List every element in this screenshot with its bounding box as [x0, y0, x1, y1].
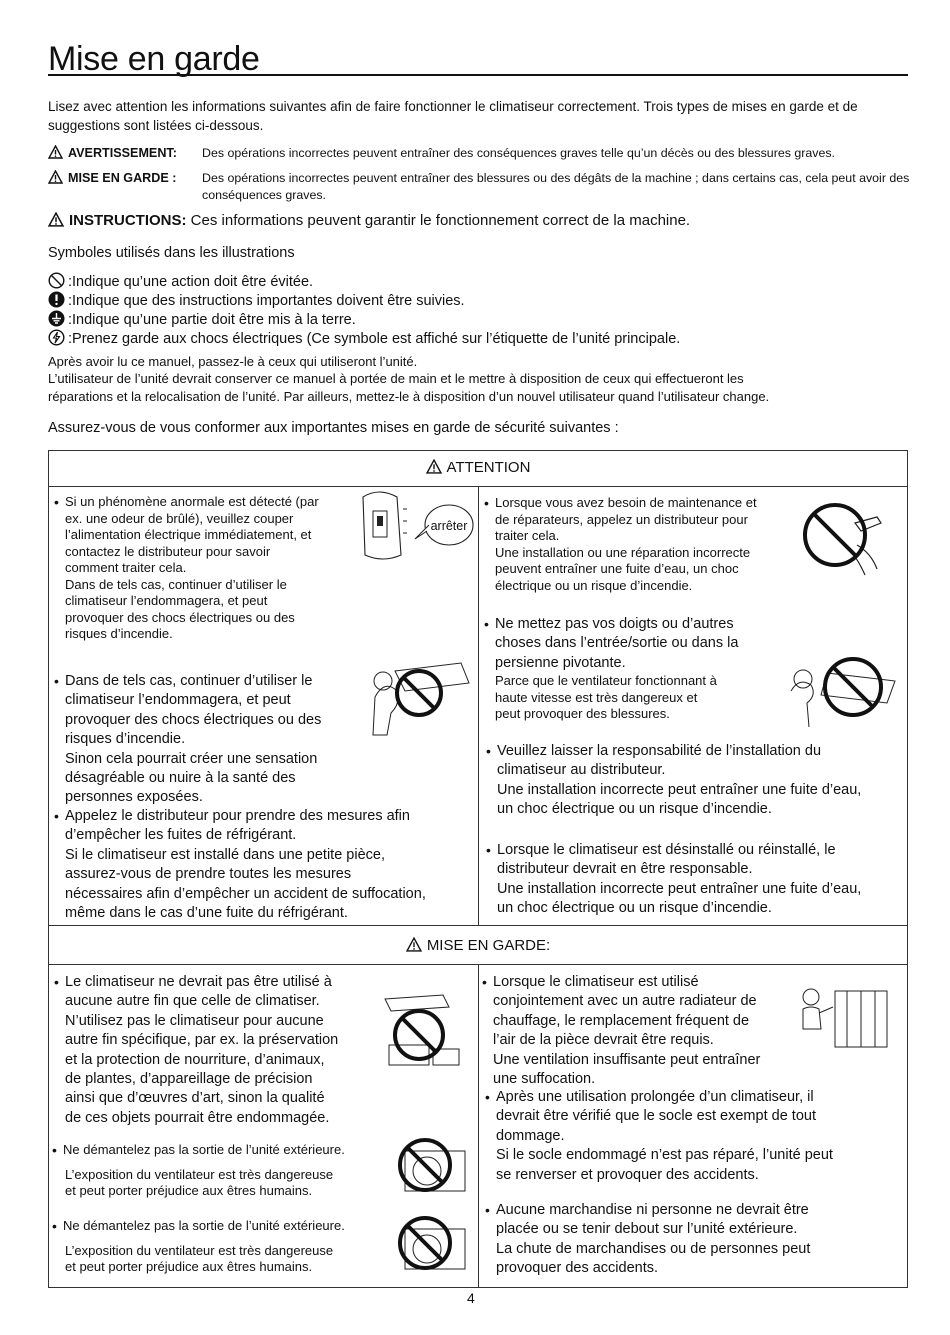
mise-en-garde-header: MISE EN GARDE: — [49, 937, 907, 954]
stop-bubble-text: arrêter — [430, 519, 468, 533]
symbol-row-mandatory: :Indique que des instructions importantes doivent être suivies. — [48, 291, 465, 309]
caution-level-row — [48, 170, 948, 206]
symbol-row-ground: :Indique qu’une partie doit être mis à la terre. — [48, 310, 356, 328]
attention-item-refrigerant: • Appelez le distributeur pour prendre des mesures afin d’empêcher les fuites de réfrigérant. Si le climatiseur est installé dans une petite pièce, assurez-vous de prendre toutes les mesures nécessaires afin d’empêcher un accident de suffocation, même dans le cas d’une fuite du réfrigérant. — [54, 808, 426, 922]
instructions-triangle-icon — [48, 212, 64, 227]
warning-text: Des opérations incorrectes peuvent entraîner des conséquences graves telle qu’un décès ou des blessures graves. — [202, 146, 835, 160]
mise-en-garde-triangle-icon — [406, 937, 422, 952]
warning-level-row — [48, 145, 948, 165]
caution-item-outdoor-outlet-1: • Ne démantelez pas la sortie de l’unité extérieure. L’exposition du ventilateur est très dangereuse et peut porter préjudice aux êtres humains. — [52, 1142, 345, 1198]
compliance-statement: Assurez-vous de vous conformer aux importantes mises en garde de sécurité suivantes : — [48, 420, 619, 436]
intro-paragraph: Lisez avec attention les informations suivantes afin de faire fonctionner le climatiseur correctement. Trois types de mises en garde et de suggestions sont listées ci-dessous. — [48, 99, 858, 133]
caution-triangle-icon — [48, 170, 63, 184]
attention-item-maintenance: • Lorsque vous avez besoin de maintenance et de réparateurs, appelez un distributeur pour traiter cela. Une installation ou une réparation incorrecte peuvent entraîner une fuite d’eau, un choc électrique ou un risque d’incendie. — [484, 495, 757, 593]
prohibited-icon — [48, 272, 65, 289]
after-reading-paragraph: Après avoir lu ce manuel, passez-le à ceux qui utiliseront l’unité. L’utilisateur de l’unité devrait conserver ce manuel à portée de main et le mettre à disposition de ceux qui effectueront les réparations et la relocalisation de l’unité. Par ailleurs, mettez-le à disposition d’un nouvel utilisateur quand l’utilisateur change. — [48, 354, 770, 404]
fingers-fan-prohibited-illustration — [787, 651, 899, 731]
power-switch-illustration — [357, 489, 477, 561]
instructions-text: Ces informations peuvent garantir le fonctionnement correct de la machine. — [190, 212, 691, 229]
instructions-row — [48, 212, 690, 229]
attention-item-reinstallation: • Lorsque le climatiseur est désinstallé ou réinstallé, le distributeur devrait en être responsable. Une installation incorrecte peut entraîner une fuite d’eau, un choc électrique ou un risque d’incendie. — [486, 842, 862, 917]
caution-item-base-check: • Après une utilisation prolongée d’un climatiseur, il devrait être vérifié que le socle est exempt de tout dommage. Si le socle endommagé n’est pas réparé, l’unité peut se renverser et provoquer des accidents. — [485, 1089, 833, 1183]
attention-item-continued-use: • Dans de tels cas, continuer d’utiliser le climatiseur l’endommagera, et peut provoquer des chocs électriques ou des risques d’incendie. Sinon cela pourrait créer une sensation désagréable ou nuire à la santé des personnes exposées. — [54, 673, 322, 806]
caution-label: MISE EN GARDE : — [68, 171, 177, 185]
electric-shock-icon — [48, 329, 65, 346]
mandatory-icon — [48, 291, 65, 308]
outdoor-unit-prohibited-illustration-1 — [391, 1135, 473, 1197]
attention-header: ATTENTION — [49, 459, 907, 476]
outdoor-unit-prohibited-illustration-2 — [391, 1213, 473, 1275]
cold-air-prohibited-illustration — [365, 657, 475, 737]
title-rule — [48, 74, 908, 76]
symbol-row-prohibited: :Indique qu’une action doit être évitée. — [48, 272, 313, 290]
food-storage-prohibited-illustration — [379, 989, 475, 1075]
warning-triangle-icon — [48, 145, 63, 159]
page-number: 4 — [467, 1290, 475, 1306]
attention-item-fingers: • Ne mettez pas vos doigts ou d’autres choses dans l’entrée/sortie ou dans la persienne pivotante. Parce que le ventilateur fonctionnant à haute vitesse est très dangereux et peut provoquer des blessures. — [484, 616, 739, 722]
symbols-heading: Symboles utilisés dans les illustrations — [48, 245, 295, 261]
window-ventilation-illustration — [797, 981, 897, 1053]
ground-icon — [48, 310, 65, 327]
symbol-row-electric: :Prenez garde aux chocs électriques (Ce symbole est affiché sur l’étiquette de l’unité principale. — [48, 329, 680, 347]
caution-item-ventilation: • Lorsque le climatiseur est utilisé conjointement avec un autre radiateur de chauffage, le remplacement fréquent de l’air de la pièce devrait être requis. Une ventilation insuffisante peut entraîner une suffocation. — [482, 974, 761, 1088]
caution-item-outdoor-outlet-2: • Ne démantelez pas la sortie de l’unité extérieure. L’exposition du ventilateur est très dangereuse et peut porter préjudice aux êtres humains. — [52, 1218, 345, 1274]
instructions-label: INSTRUCTIONS: — [69, 212, 187, 229]
repair-tools-prohibited-illustration — [797, 497, 891, 583]
attention-item-abnormal: • Si un phénomène anormale est détecté (par ex. une odeur de brûlé), veuillez couper l’alimentation électrique immédiatement, et contactez le distributeur pour savoir comment traiter cela. Dans de tels cas, continuer d’utiliser le climatiseur l’endommagera, et peut provoquer des chocs électriques ou des risques d’incendie. — [54, 494, 319, 641]
attention-triangle-icon — [426, 459, 442, 474]
caution-item-no-standing: • Aucune marchandise ni personne ne devrait être placée ou se tenir debout sur l’unité extérieure. La chute de marchandises ou de personnes peut provoquer des accidents. — [485, 1202, 811, 1277]
caution-item-purpose: • Le climatiseur ne devrait pas être utilisé à aucune autre fin que celle de climatiser. N’utilisez pas le climatiseur pour aucune autre fin spécifique, par ex. la préservation et la protection de nourriture, d’animaux, de plantes, d’appareillage de précision ainsi que d’œuvres d’art, sinon la qualité de ces objets pourrait être endommagée. — [54, 974, 339, 1126]
safety-precautions-table — [48, 450, 908, 1288]
attention-item-installation: • Veuillez laisser la responsabilité de l’installation du climatiseur au distributeur. Une installation incorrecte peut entraîner une fuite d’eau, un choc électrique ou un risque d’incendie. — [486, 743, 862, 818]
warning-label: AVERTISSEMENT: — [68, 146, 177, 160]
caution-text: Des opérations incorrectes peuvent entraîner des blessures ou des dégâts de la machine ; dans certains cas, cela peut avoir des conséquences graves. — [202, 171, 910, 202]
page-title: Mise en garde — [48, 40, 260, 78]
